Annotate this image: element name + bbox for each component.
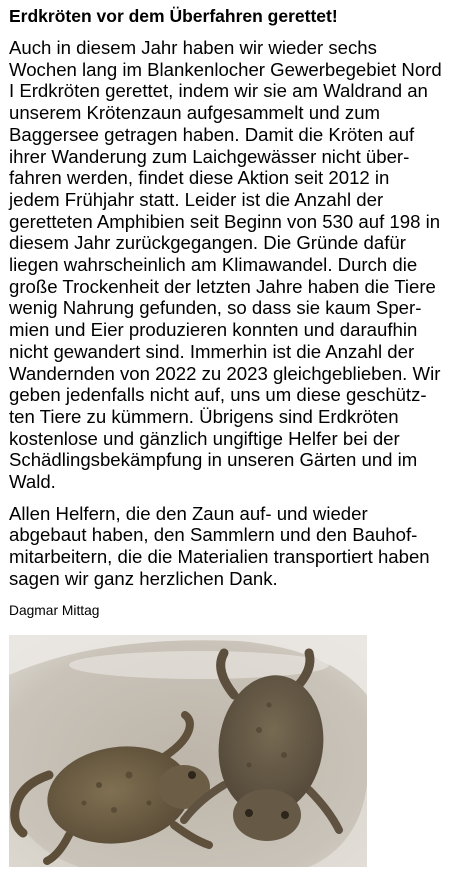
right-toad-eye-left: [245, 809, 253, 817]
paragraph-line: große Trockenheit der letzten Jahre haben die Tiere: [9, 275, 436, 297]
article: [9, 5, 459, 620]
paragraph-line: Auch in diesem Jahr haben wir wieder sechs: [9, 37, 377, 58]
paragraph-line: fahren werden, findet diese Aktion seit 2012 in: [9, 167, 390, 189]
paragraph-line: Schädlingsbekämpfung in unseren Gärten und im: [9, 449, 418, 471]
paragraph-line: kostenlose und gänzlich ungiftige Helfer bei der: [9, 427, 400, 449]
paragraph-line: sagen wir ganz herzlichen Dank.: [9, 567, 278, 589]
paragraph-line: liegen wahrscheinlich am Klimawandel. Durch die: [9, 254, 418, 276]
paragraph-line: ihrer Wanderung zum Laichgewässer nicht über-: [9, 145, 410, 167]
paragraph-line: nicht gewandert sind. Immerhin ist die Anzahl der: [9, 340, 415, 362]
paragraph-line: jedem Frühjahr statt. Leider ist die Anzahl der: [9, 188, 384, 210]
paragraph-line: mien und Eier produzieren konnten und daraufhin: [9, 319, 418, 341]
paragraph-line: Wochen lang im Blankenlocher Gewerbegebiet Nord: [9, 58, 442, 80]
article-title: Erdkröten vor dem Überfahren gerettet!: [9, 6, 338, 26]
paragraph-line: Wandernden von 2022 zu 2023 gleichgeblieben. Wir: [9, 362, 441, 384]
toads-photo-illustration: [9, 635, 367, 867]
paragraph-line: geben jedenfalls nicht auf, uns um diese geschütz-: [9, 384, 427, 406]
paragraph-line: Wald.: [9, 471, 56, 493]
paragraph-line: diesem Jahr zurückgegangen. Die Gründe dafür: [9, 232, 406, 254]
article-paragraph-2: [9, 503, 459, 590]
paragraph-line: unserem Krötenzaun aufgesammelt und zum: [9, 102, 381, 124]
paragraph-line: abgebaut haben, den Sammlern und den Bauhof-: [9, 524, 418, 546]
paragraph-line: wenig Nahrung gefunden, so dass sie kaum Sper-: [9, 297, 422, 319]
paragraph-line: Allen Helfern, die den Zaun auf- und wieder: [9, 502, 368, 524]
paragraph-line: geretteten Amphibien seit Beginn von 530 auf 198 in: [9, 210, 441, 232]
paragraph-line: ten Tiere zu kümmern. Übrigens sind Erdkröten: [9, 405, 399, 427]
right-toad-head: [233, 789, 301, 841]
left-toad-eye: [188, 771, 196, 779]
paragraph-line: I Erdkröten gerettet, indem wir sie am Waldrand an: [9, 80, 428, 102]
right-toad-eye-right: [281, 811, 289, 819]
article-paragraph-1: [9, 37, 459, 493]
paragraph-line: mitarbeitern, die die Materialien transportiert haben: [9, 546, 430, 568]
paragraph-line: Baggersee getragen haben. Damit die Kröten auf: [9, 123, 415, 145]
article-author: Dagmar Mittag: [9, 602, 100, 618]
bucket-highlight: [69, 651, 329, 679]
toads-photo: [9, 635, 367, 867]
